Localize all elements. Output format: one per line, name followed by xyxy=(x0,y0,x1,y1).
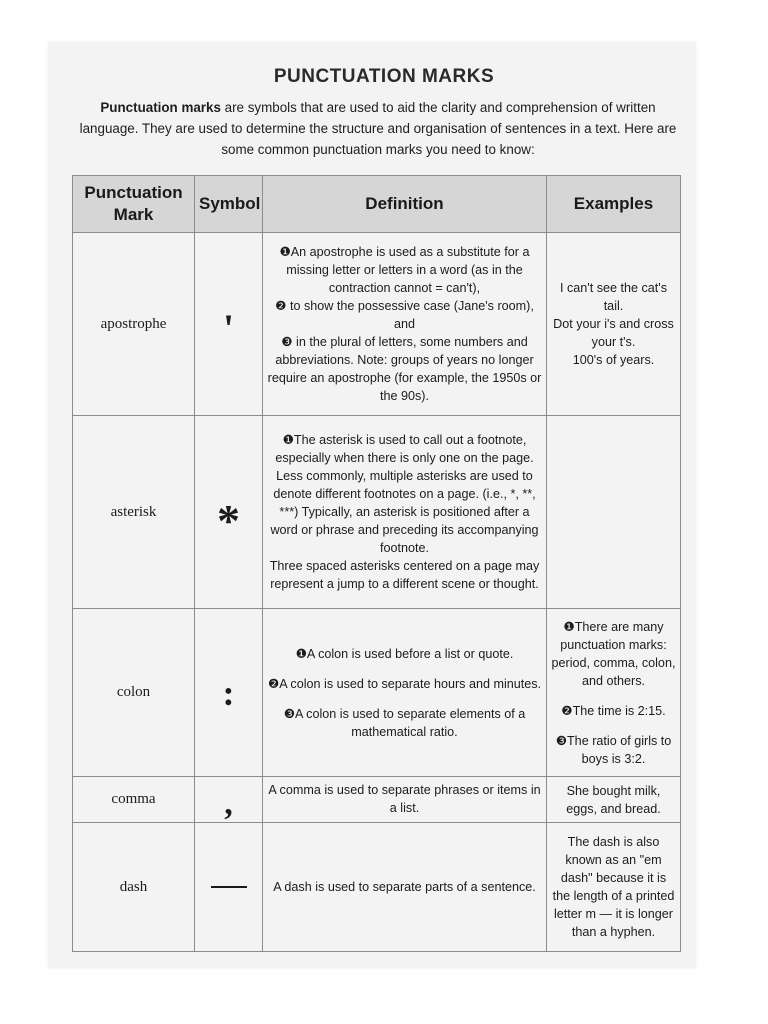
symbol-comma: , xyxy=(195,777,263,823)
punctuation-table xyxy=(72,175,681,952)
header-examples: Examples xyxy=(547,176,681,233)
table-row xyxy=(73,609,681,777)
definition-line: A comma is used to separate phrases or items in a list. xyxy=(268,783,541,815)
examples-cell xyxy=(547,416,681,609)
examples-cell xyxy=(547,823,681,952)
mark-name: colon xyxy=(73,609,195,777)
example-line: I can't see the cat's tail. xyxy=(559,281,668,313)
intro-text: are symbols that are used to aid the clarity and comprehension of written language. They are used to determine the structure and organisation of sentences in a text. Here are some common punctuation marks you need to know: xyxy=(79,100,677,157)
definition-line: ❸ in the plural of letters, some numbers and abbreviations. Note: groups of years no longer require an apostrophe (for example, the 1950s or the 90s). xyxy=(267,335,542,403)
definition-line: ❶An apostrophe is used as a substitute for a missing letter or letters in a word (as in the contraction cannot = can't), xyxy=(279,245,530,295)
definition-line: ❶A colon is used before a list or quote. xyxy=(295,646,514,661)
mark-name: dash xyxy=(73,823,195,952)
examples-cell xyxy=(547,609,681,777)
definition-cell xyxy=(263,416,547,609)
symbol-colon: : xyxy=(195,609,263,777)
table-row xyxy=(73,777,681,823)
symbol-apostrophe: ' xyxy=(195,233,263,416)
em-dash-symbol xyxy=(211,886,247,888)
definition-cell xyxy=(263,609,547,777)
definition-line: Three spaced asterisks centered on a page may represent a jump to a different scene or thought. xyxy=(269,559,540,591)
table-row xyxy=(73,416,681,609)
example-line: ❷The time is 2:15. xyxy=(561,703,666,718)
page-title: PUNCTUATION MARKS xyxy=(273,66,495,87)
example-line: ❸The ratio of girls to boys is 3:2. xyxy=(555,733,672,766)
definition-cell xyxy=(263,823,547,952)
example-line: She bought milk, eggs, and bread. xyxy=(566,783,661,816)
intro-paragraph xyxy=(76,97,680,160)
example-line: Dot your i's and cross your t's. xyxy=(553,317,674,349)
table-header-row xyxy=(73,176,681,233)
definition-line: ❷A colon is used to separate hours and minutes. xyxy=(267,676,542,691)
definition-cell xyxy=(263,777,547,823)
symbol-asterisk: * xyxy=(195,416,263,609)
examples-cell xyxy=(547,777,681,823)
definition-line: ❶The asterisk is used to call out a footnote, especially when there is only one on the page. Less commonly, multiple asterisks are used to denote different footnotes on a page. (i.e., *, **, ***) Typically, an asterisk is positioned after a word or phrase and preceding its accompanying footnote. xyxy=(270,433,539,555)
definition-cell xyxy=(263,233,547,416)
header-definition: Definition xyxy=(263,176,547,233)
definition-line: ❷ to show the possessive case (Jane's room), and xyxy=(275,299,534,331)
intro-bold-term: Punctuation marks xyxy=(100,100,221,115)
example-line: The dash is also known as an "em dash" because it is the length of a printed letter m — it is longer than a hyphen. xyxy=(552,835,675,939)
symbol-dash-cell xyxy=(195,823,263,952)
table-row xyxy=(73,823,681,952)
example-line: 100's of years. xyxy=(572,353,655,367)
definition-line: ❸A colon is used to separate elements of a mathematical ratio. xyxy=(283,706,526,739)
mark-name: asterisk xyxy=(73,416,195,609)
example-line: ❶There are many punctuation marks: period, comma, colon, and others. xyxy=(551,619,676,688)
mark-name: comma xyxy=(73,777,195,823)
table-row xyxy=(73,233,681,416)
mark-name: apostrophe xyxy=(73,233,195,416)
header-symbol: Symbol xyxy=(195,176,263,233)
examples-cell xyxy=(547,233,681,416)
definition-line: A dash is used to separate parts of a sentence. xyxy=(273,880,536,894)
header-punctuation-mark: Punctuation Mark xyxy=(73,176,195,233)
